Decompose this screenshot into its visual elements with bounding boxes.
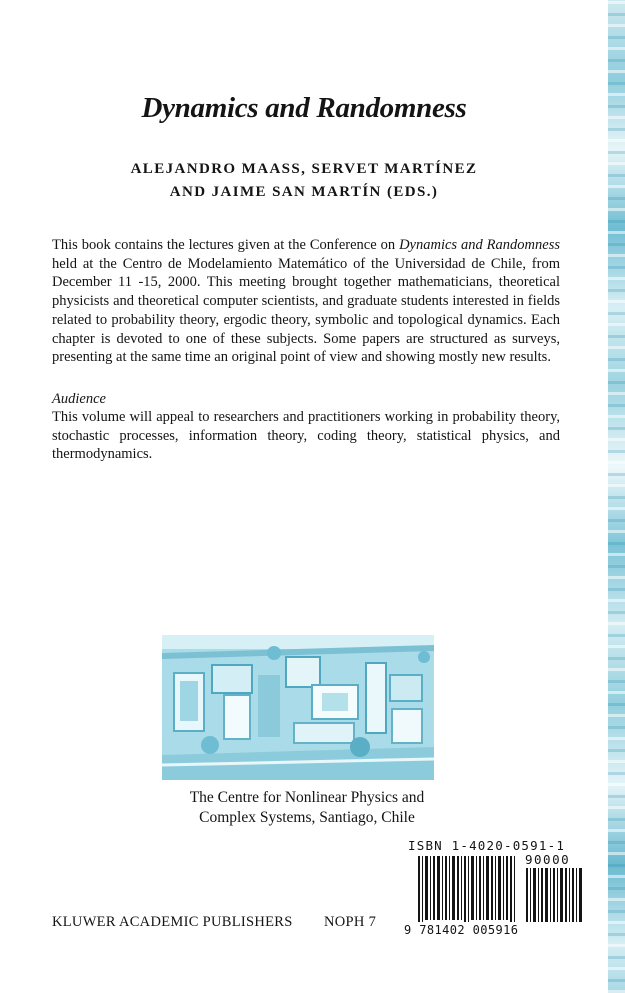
book-title: Dynamics and Randomness [141, 92, 467, 124]
aerial-photo-image [162, 635, 434, 780]
conference-name: Dynamics and Randomness [399, 237, 560, 253]
audience-heading: Audience [52, 391, 106, 407]
caption-line-1: The Centre for Nonlinear Physics and [189, 789, 425, 806]
description-intro: This book contains the lectures given at the Conference on [52, 237, 400, 253]
institute-aerial-photo [162, 635, 434, 780]
book-authors [0, 158, 608, 204]
book-description [52, 236, 560, 367]
publisher-name: KLUWER ACADEMIC PUBLISHERS [52, 914, 293, 930]
isbn-barcode [404, 838, 589, 940]
series-code: NOPH 7 [324, 914, 377, 930]
barcode-bars [404, 838, 589, 926]
authors-line-1: ALEJANDRO MAASS, SERVET MARTÍNEZ [130, 161, 478, 177]
ean-digits: 9 781402 005916 [404, 923, 519, 937]
description-body: held at the Centro de Modelamiento Matemático of the Universidad de Chile, from December 11 -15, 2000. This meeting brought together mathematicians, theoretical physicists and theoretical computer scientists, and graduate students interested in fields related to probability theory, ergodic theory, symbolic and topological dynamics. Each chapter is devoted to one of these subjects. Some papers are structured as surveys, presenting at the same time an original point of view and showing mostly new results. [52, 255, 560, 366]
photo-caption [162, 788, 452, 827]
caption-line-2: Complex Systems, Santiago, Chile [199, 808, 415, 826]
spine-color-strip [608, 0, 625, 993]
audience-text: This volume will appeal to researchers and practitioners working in probability theory, stochastic processes, information theory, coding theory, statistical physics, and thermodynamics. [52, 409, 560, 463]
isbn-label: ISBN 1-4020-0591-1 [408, 838, 566, 853]
authors-line-2: AND JAIME SAN MARTÍN (EDS.) [169, 184, 439, 200]
addon-digits: 90000 [525, 852, 571, 867]
